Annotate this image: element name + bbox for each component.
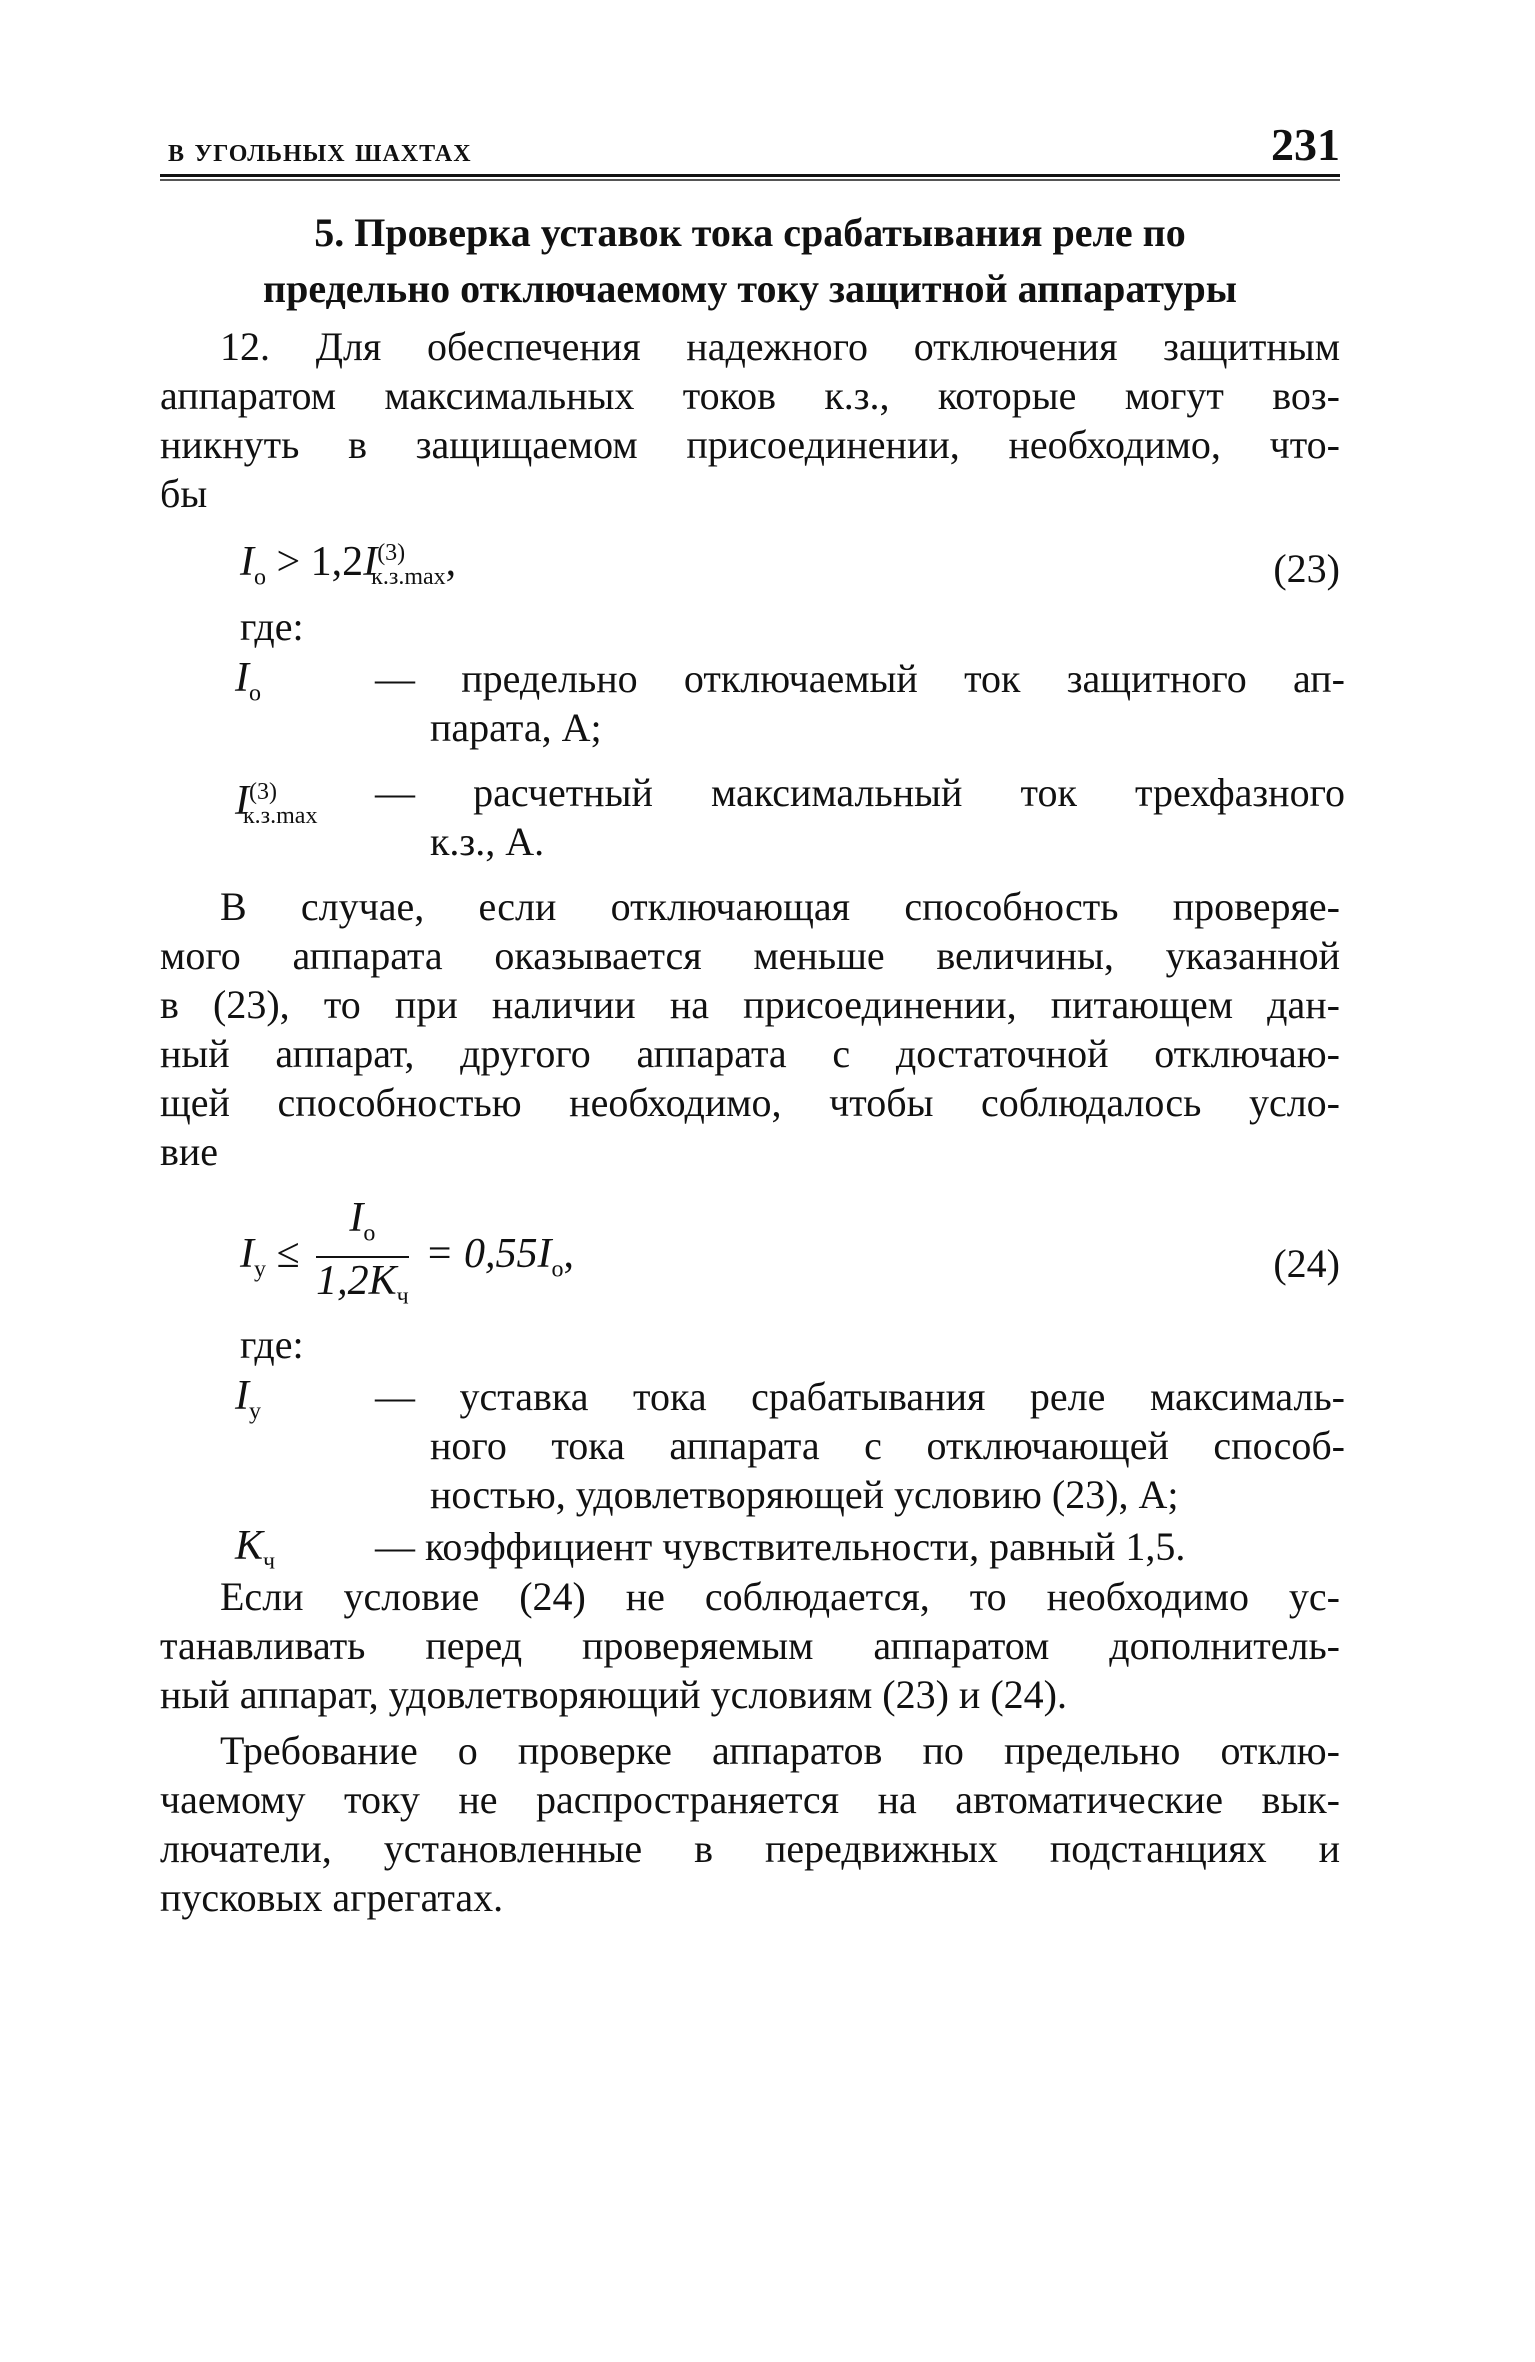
definition-symbol: $I_о$ bbox=[235, 655, 261, 707]
text-line: ного тока аппарата с отключающей способ- bbox=[430, 1423, 1345, 1468]
fraction bbox=[316, 1195, 409, 1320]
text-line: — коэффициент чувствительности, равный 1,5. bbox=[375, 1524, 1186, 1569]
definition-text bbox=[375, 1372, 1345, 1519]
running-title: в угольных шахтах bbox=[168, 132, 472, 169]
where-text: где: bbox=[240, 604, 304, 649]
definition-symbol: $I_у$ bbox=[235, 1373, 261, 1425]
text-line: ный аппарат, другого аппарата с достаточной отключаю- bbox=[160, 1031, 1340, 1076]
definition-symbol: $I^{(3)}_{к.з.max}$ bbox=[235, 778, 318, 830]
text-line: — предельно отключаемый ток защитного ап- bbox=[375, 656, 1345, 701]
text-line: лючатели, установленные в передвижных подстанциях и bbox=[160, 1826, 1340, 1871]
text-line: — уставка тока срабатывания реле максималь- bbox=[375, 1374, 1345, 1419]
text-line: аппаратом максимальных токов к.з., которые могут воз- bbox=[160, 373, 1340, 418]
formula-symbol: I bbox=[363, 539, 378, 585]
formula-subscript: к.з.max bbox=[371, 564, 446, 591]
text-line: танавливать перед проверяемым аппаратом дополнитель- bbox=[160, 1623, 1340, 1668]
text-line: в (23), то при наличии на присоединении, питающем дан- bbox=[160, 982, 1340, 1027]
paragraph-additional bbox=[160, 1572, 1340, 1719]
text-line: к.з., А. bbox=[430, 819, 545, 864]
running-head bbox=[160, 118, 1340, 178]
section-heading bbox=[160, 205, 1340, 317]
formula-symbol: I bbox=[240, 1231, 254, 1278]
equation-number-24: (24) bbox=[1273, 1241, 1340, 1286]
heading-line: предельно отключаемому току защитной аппаратуры bbox=[263, 266, 1237, 311]
text-line: вие bbox=[160, 1129, 219, 1174]
text-line: щей способностью необходимо, чтобы соблюдалось усло- bbox=[160, 1080, 1340, 1125]
header-rule bbox=[160, 174, 1340, 181]
fraction-numerator: $I_о$ bbox=[316, 1195, 409, 1258]
text-line: ностью, удовлетворяющей условию (23), А; bbox=[430, 1472, 1179, 1517]
definition-ikz bbox=[235, 768, 1345, 868]
formula-rhs: = 0,55I bbox=[425, 1231, 552, 1278]
definition-text bbox=[375, 654, 1345, 752]
formula-subscript: у bbox=[254, 1256, 266, 1283]
where-label bbox=[240, 602, 440, 651]
formula-operator: ≤ bbox=[276, 1231, 300, 1278]
paragraph-requirement bbox=[160, 1726, 1340, 1922]
text-line: никнуть в защищаемом присоединении, необходимо, что- bbox=[160, 422, 1340, 467]
formula-23 bbox=[240, 538, 456, 591]
heading-line: 5. Проверка уставок тока срабатывания реле по bbox=[314, 210, 1186, 255]
text-line: мого аппарата оказывается меньше величины, указанной bbox=[160, 933, 1340, 978]
text-line: чаемому току не распространяется на автоматические вык- bbox=[160, 1777, 1340, 1822]
formula-operator: > 1,2 bbox=[266, 539, 364, 585]
fraction-denominator: $1,2K_ч$ bbox=[316, 1258, 409, 1310]
where-text: где: bbox=[240, 1322, 304, 1367]
equation-number-23: (23) bbox=[1273, 546, 1340, 591]
paragraph-intro bbox=[160, 322, 1340, 518]
text-line: — расчетный максимальный ток трехфазного bbox=[375, 770, 1345, 815]
text-line: ный аппарат, удовлетворяющий условиям (23) и (24). bbox=[160, 1672, 1067, 1717]
text-line: В случае, если отключающая способность проверяе- bbox=[220, 884, 1340, 929]
definition-text bbox=[375, 1522, 1345, 1571]
paragraph-condition bbox=[160, 882, 1340, 1176]
where-label bbox=[240, 1320, 440, 1369]
page-number: 231 bbox=[1271, 119, 1340, 170]
text-line: 12. Для обеспечения надежного отключения защитным bbox=[220, 324, 1340, 369]
formula-punct: , bbox=[563, 1231, 574, 1278]
definition-io bbox=[235, 654, 1345, 754]
text-line: Требование о проверке аппаратов по предельно отклю- bbox=[220, 1728, 1340, 1773]
definition-text bbox=[375, 768, 1345, 866]
text-line: бы bbox=[160, 471, 208, 516]
definition-kch bbox=[235, 1522, 1345, 1575]
text-line: парата, А; bbox=[430, 705, 602, 750]
formula-subscript: о bbox=[551, 1256, 564, 1283]
formula-subscript: о bbox=[254, 564, 266, 591]
definition-symbol: $K_ч$ bbox=[235, 1523, 276, 1575]
definition-iy bbox=[235, 1372, 1345, 1522]
formula-punct: , bbox=[445, 539, 457, 585]
formula-superscript: (3) bbox=[377, 540, 406, 566]
formula-24 bbox=[240, 1195, 574, 1320]
formula-symbol: I bbox=[240, 539, 254, 585]
text-line: пусковых агрегатах. bbox=[160, 1875, 504, 1920]
text-line: Если условие (24) не соблюдается, то необходимо ус- bbox=[220, 1574, 1340, 1619]
